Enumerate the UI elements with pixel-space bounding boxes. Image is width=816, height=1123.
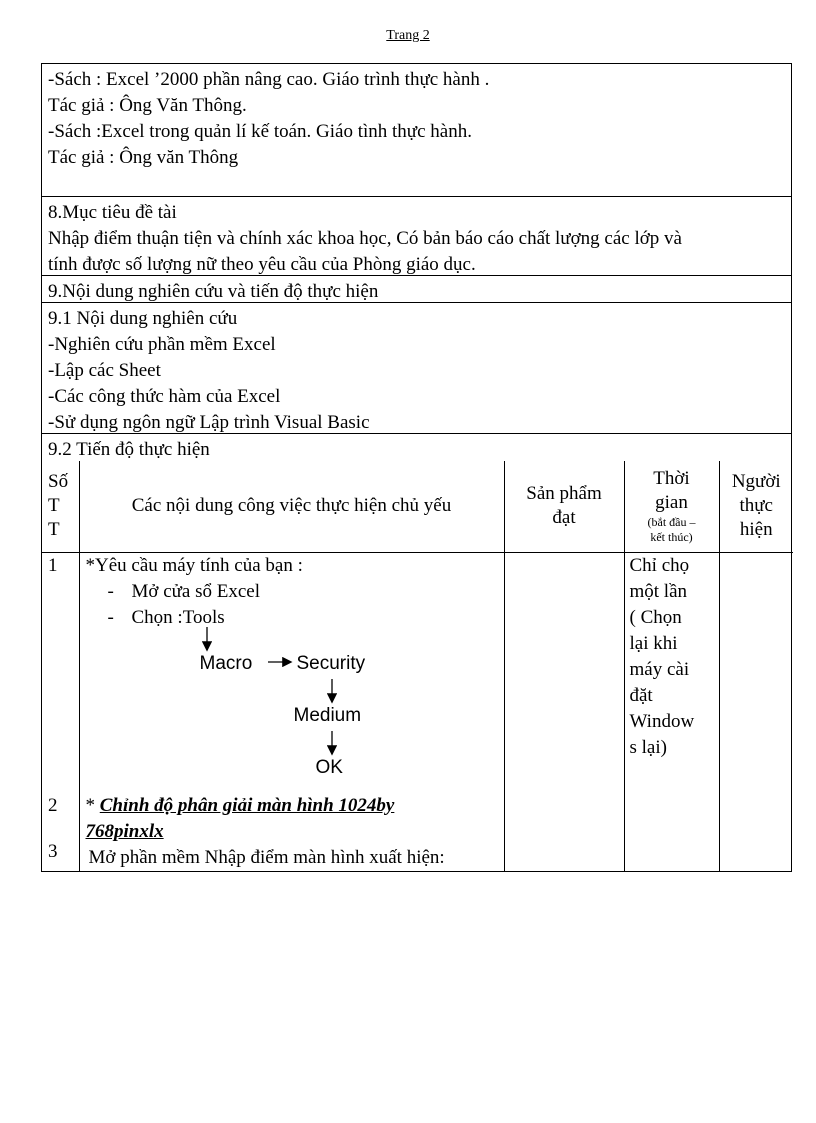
table-header-row [42,461,793,552]
person-cell [719,552,793,871]
row-numbers [42,552,79,871]
objective-line: tính được số lượng nữ theo yêu cầu của Phòng giáo dục. [48,254,476,275]
reference-line: Tác giả : Ông Văn Thông. [48,95,247,116]
research-item: -Nghiên cứu phần mềm Excel [48,334,276,355]
content-heading-section [42,276,791,303]
flow-security: Security [296,652,366,674]
reference-line: -Sách :Excel trong quản lí kế toán. Giáo tình thực hành. [48,121,472,142]
reference-line: -Sách : Excel ’2000 phần nâng cao. Giáo trình thực hành . [48,69,490,90]
task-title: *Yêu cầu máy tính của bạn : [85,554,303,576]
content-heading: 9.Nội dung nghiên cứu và tiến độ thực hiện [48,281,379,302]
progress-heading-section [42,434,791,461]
header-time: Thời gian (bắt đầu – kết thúc) [624,461,719,552]
task-step: - Chọn :Tools [107,606,225,628]
header-stt: Số T T [42,461,79,552]
reference-line: Tác giả : Ông văn Thông [48,147,239,168]
task-open-software: Mở phần mềm Nhập điểm màn hình xuất hiện: [88,846,445,868]
flow-arrows [86,605,466,789]
excel-security-flow [86,605,500,789]
row-number: 3 [48,840,58,862]
flow-ok: OK [315,756,343,778]
research-item: -Lập các Sheet [48,360,161,381]
header-task: Các nội dung công việc thực hiện chủ yếu [79,461,504,552]
document-frame [41,63,792,872]
time-note: kết thúc) [650,530,693,545]
time-line: s lại) [629,736,667,758]
time-cell [624,552,719,871]
time-line: ( Chọn [629,606,682,628]
task-resolution: * Chỉnh độ phân giải màn hình 1024by [85,794,395,816]
row-number: 2 [48,794,58,816]
references-section [42,64,791,197]
objective-line: Nhập điểm thuận tiện và chính xác khoa học, Có bản báo cáo chất lượng các lớp và [48,228,682,249]
time-line: lại khi [629,632,678,654]
progress-table [42,461,793,871]
table-row [42,552,793,871]
research-heading: 9.1 Nội dung nghiên cứu [48,308,238,329]
row-number: 1 [48,554,58,576]
time-line: đặt [629,684,653,706]
research-item: -Các công thức hàm của Excel [48,386,281,407]
time-note: (bắt đầu – [647,515,696,530]
header-person: Người thực hiện [719,461,793,552]
product-cell [504,552,624,871]
task-resolution-cont: 768pinxlx [85,820,164,842]
page-number: Trang 2 [386,28,430,43]
research-section [42,303,791,434]
time-line: Chỉ chọ [629,554,690,576]
time-line: máy cài [629,658,690,680]
time-line: một lần [629,580,688,602]
time-line: Window [629,710,695,732]
flow-macro: Macro [199,652,253,674]
task-cell [79,552,504,871]
objective-heading: 8.Mục tiêu đề tài [48,202,177,223]
objective-section [42,197,791,276]
header-product: Sản phẩm đạt [504,461,624,552]
task-step: - Mở cửa sổ Excel [107,580,261,602]
progress-heading: 9.2 Tiến độ thực hiện [48,439,210,460]
flow-medium: Medium [293,704,362,726]
research-item: -Sử dụng ngôn ngữ Lập trình Visual Basic [48,412,370,433]
